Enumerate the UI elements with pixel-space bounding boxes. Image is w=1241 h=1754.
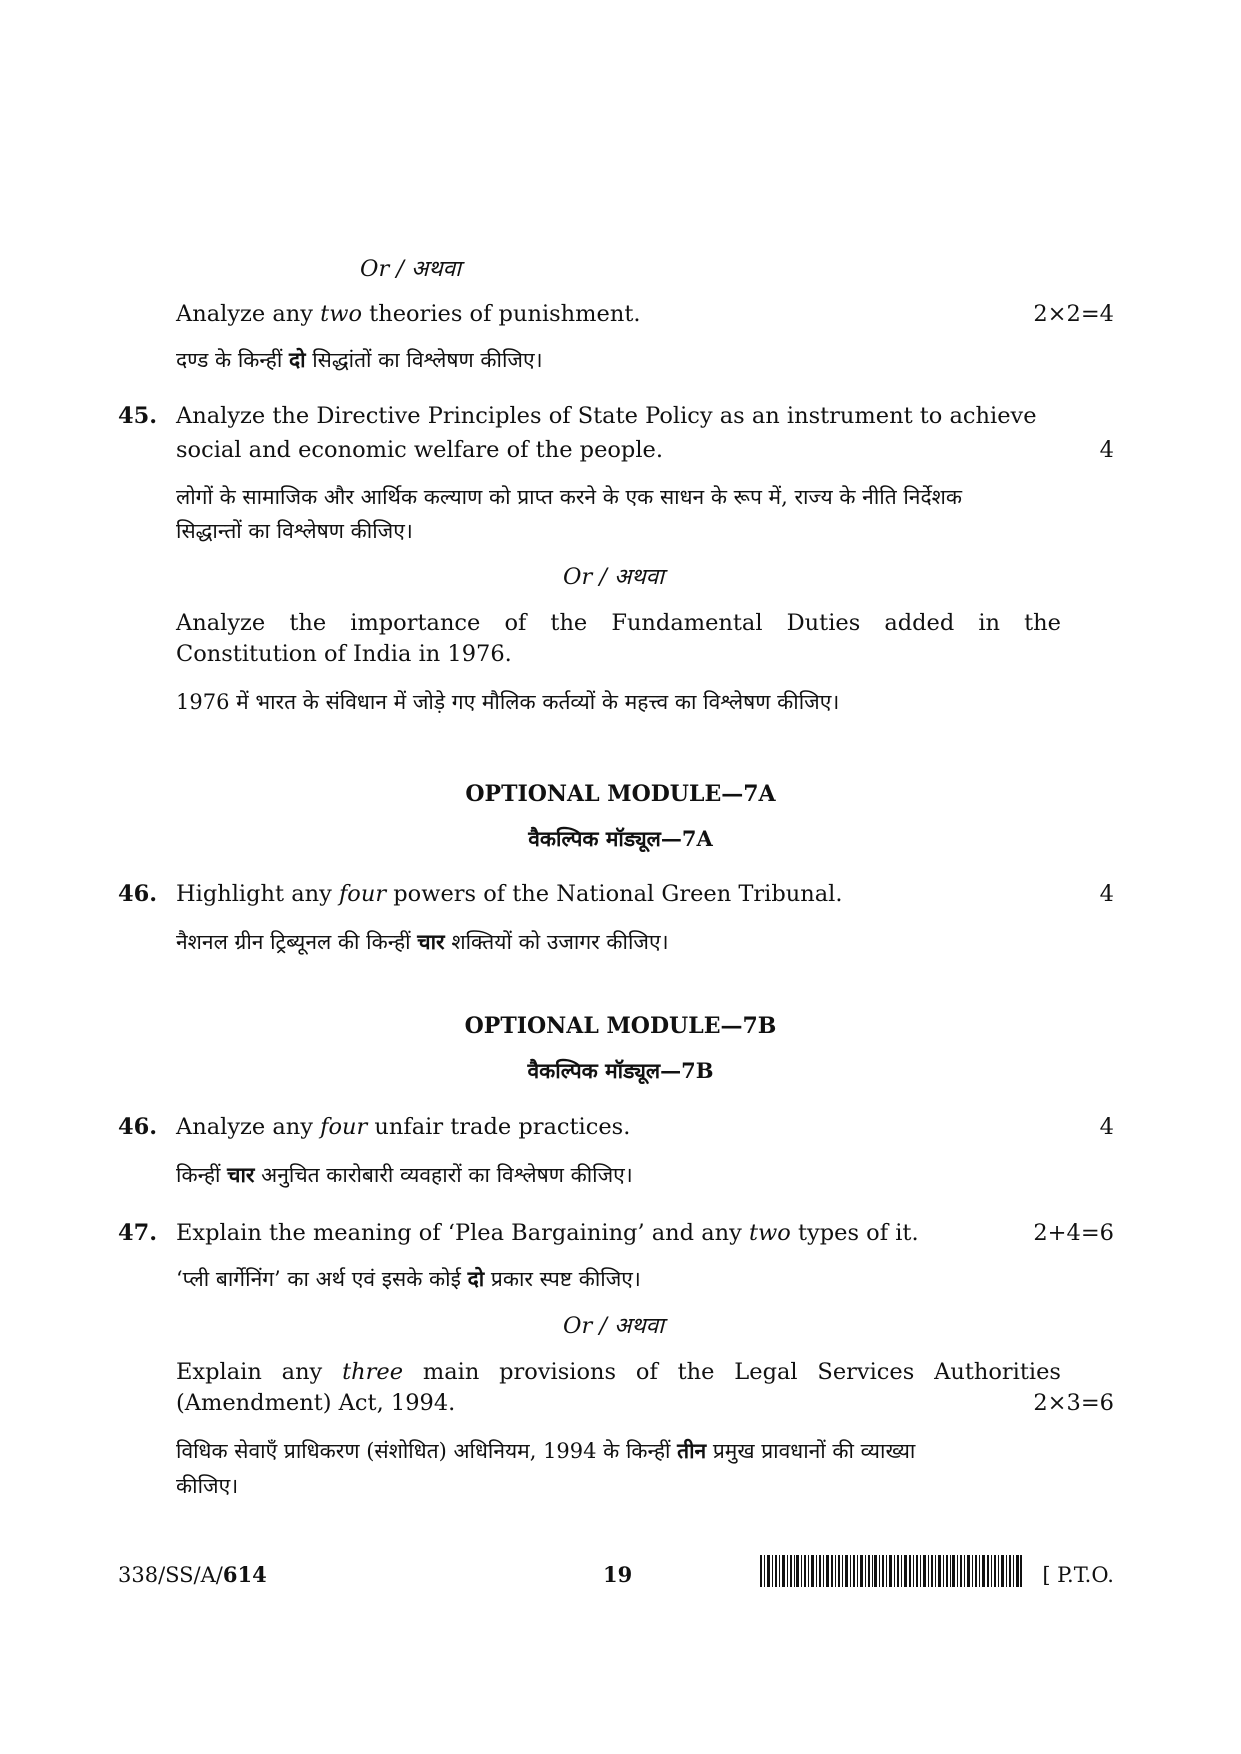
module-7b-heading-hindi: वैकल्पिक मॉड्यूल—7B <box>527 1058 714 1083</box>
pto-label: [ P.T.O. <box>1042 1563 1114 1587</box>
question-44-alt-hindi: दण्ड के किन्हीं दो सिद्धांतों का विश्लेषण कीजिए। <box>176 347 543 372</box>
question-number: 46. <box>118 1114 158 1140</box>
question-47-alt-english-line-2: (Amendment) Act, 1994. <box>176 1390 456 1416</box>
module-7a-heading: OPTIONAL MODULE—7A <box>465 781 776 807</box>
question-46a-hindi: नैशनल ग्रीन ट्रिब्यूनल की किन्हीं चार शक्तियों को उजागर कीजिए। <box>176 929 669 954</box>
question-number: 45. <box>118 403 158 429</box>
question-45-alt-hindi: 1976 में भारत के संविधान में जोड़े गए मौलिक कर्तव्यों के महत्त्व का विश्लेषण कीजिए। <box>176 690 840 714</box>
question-47-english: Explain the meaning of ‘Plea Bargaining’ and any two types of it. <box>176 1220 919 1246</box>
question-47-marks: 2+4=6 <box>1033 1220 1114 1246</box>
question-number: 46. <box>118 881 158 907</box>
question-47-alt-hindi-line-2: कीजिए। <box>176 1474 239 1498</box>
question-45-english-line-1: Analyze the Directive Principles of State Policy as an instrument to achieve <box>176 403 1037 429</box>
question-44-alt-english: Analyze any two theories of punishment. <box>176 301 641 327</box>
question-46a-english: Highlight any four powers of the National Green Tribunal. <box>176 881 843 907</box>
question-47-hindi: ‘प्ली बार्गेनिंग’ का अर्थ एवं इसके कोई दो प्रकार स्पष्ट कीजिए। <box>176 1266 641 1291</box>
paper-code: 338/SS/A/614 <box>118 1562 267 1587</box>
question-45-alt-english-line-2: Constitution of India in 1976. <box>176 641 512 667</box>
barcode-image <box>760 1555 1022 1587</box>
question-45-english-line-2: social and economic welfare of the people. <box>176 437 663 463</box>
or-separator: Or / अथवा <box>563 1313 664 1339</box>
module-7a-heading-hindi: वैकल्पिक मॉड्यूल—7A <box>528 826 713 851</box>
or-separator: Or / अथवा <box>563 564 664 590</box>
question-45-hindi-line-2: सिद्धान्तों का विश्लेषण कीजिए। <box>176 519 413 543</box>
question-45-hindi-line-1: लोगों के सामाजिक और आर्थिक कल्याण को प्राप्त करने के एक साधन के रूप में, राज्य के नीति निर्देशक <box>176 485 962 509</box>
question-47-alt-marks: 2×3=6 <box>1033 1390 1114 1416</box>
question-46b-marks: 4 <box>1099 1114 1114 1140</box>
question-47-alt-hindi-line-1: विधिक सेवाएँ प्राधिकरण (संशोधित) अधिनियम, 1994 के किन्हीं तीन प्रमुख प्रावधानों की व्याख्या <box>176 1438 916 1463</box>
module-7b-heading: OPTIONAL MODULE—7B <box>464 1013 777 1039</box>
question-47-alt-english-line-1: Explain any three main provisions of the Legal Services Authorities <box>176 1359 1061 1385</box>
question-46b-hindi: किन्हीं चार अनुचित कारोबारी व्यवहारों का विश्लेषण कीजिए। <box>176 1162 633 1187</box>
question-46a-marks: 4 <box>1099 881 1114 907</box>
question-46b-english: Analyze any four unfair trade practices. <box>176 1114 631 1140</box>
question-45-alt-english-line-1: Analyze the importance of the Fundamental Duties added in the <box>176 610 1061 636</box>
or-separator: Or / अथवा <box>360 256 461 282</box>
question-45-marks: 4 <box>1099 437 1114 463</box>
question-44-alt-marks: 2×2=4 <box>1033 301 1114 327</box>
question-number: 47. <box>118 1220 158 1246</box>
page-number: 19 <box>603 1562 633 1587</box>
